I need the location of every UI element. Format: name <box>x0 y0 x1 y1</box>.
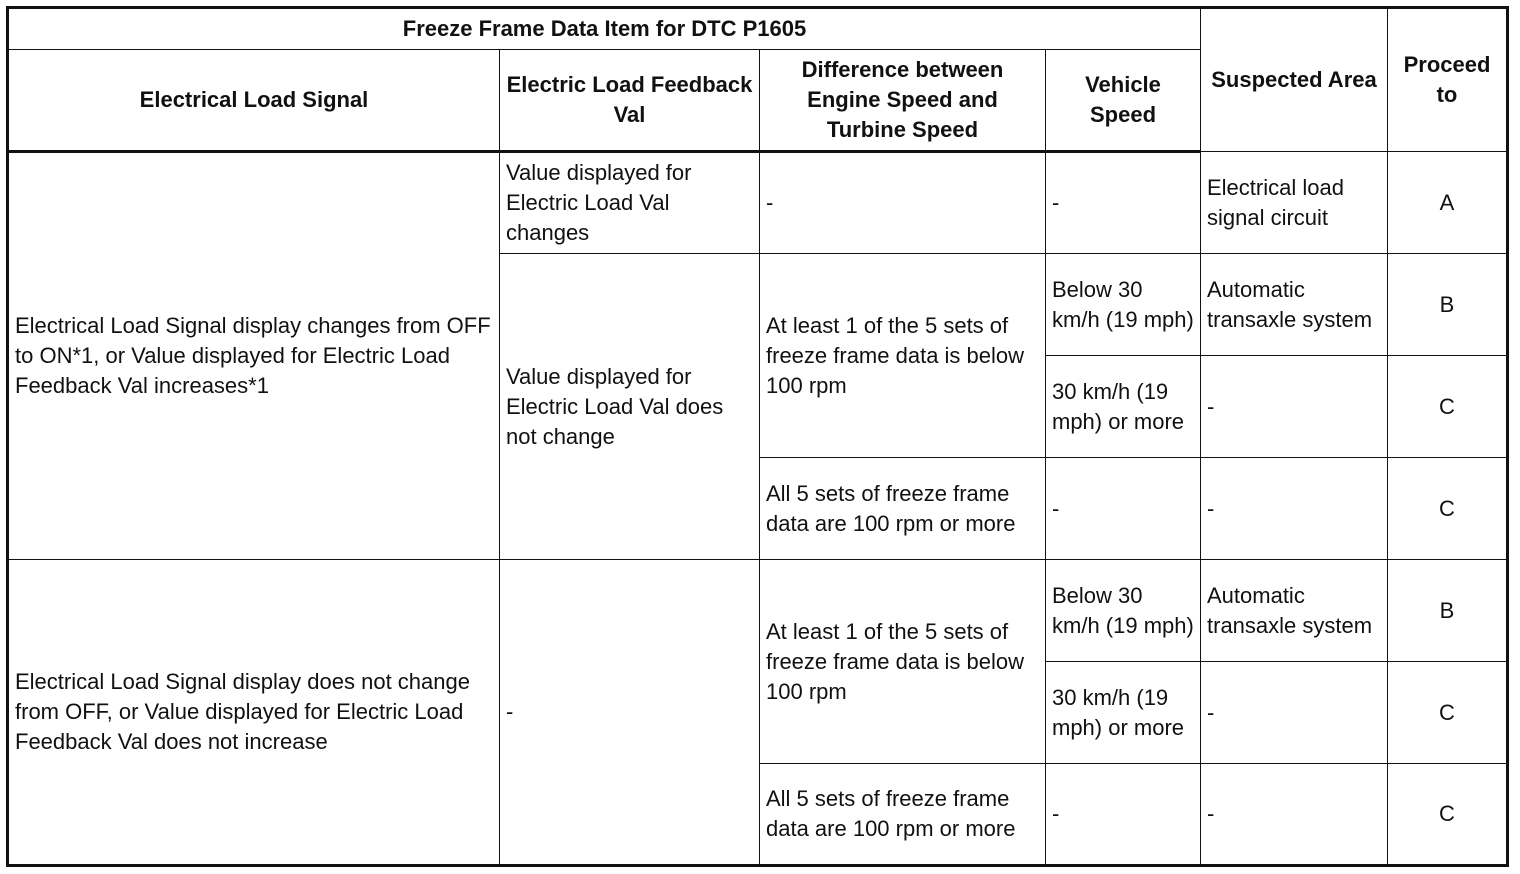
proceed-cell: C <box>1388 662 1508 764</box>
difference-cell: All 5 sets of freeze frame data are 100 rpm or more <box>760 458 1046 560</box>
feedback-cell: Value displayed for Electric Load Val does not change <box>500 254 760 560</box>
proceed-cell: C <box>1388 458 1508 560</box>
proceed-cell: B <box>1388 254 1508 356</box>
difference-cell: All 5 sets of freeze frame data are 100 rpm or more <box>760 764 1046 866</box>
electric-load-feedback-header: Electric Load Feedback Val <box>500 50 760 152</box>
signal-cell: Electrical Load Signal display changes from OFF to ON*1, or Value displayed for Electric Load Feedback Val increases*1 <box>8 152 500 560</box>
vehicle-speed-header: Vehicle Speed <box>1046 50 1201 152</box>
suspected-area-cell: Electrical load signal circuit <box>1201 152 1388 254</box>
freeze-frame-table <box>6 6 1509 867</box>
suspected-area-cell: - <box>1201 356 1388 458</box>
suspected-area-cell: - <box>1201 458 1388 560</box>
difference-cell: At least 1 of the 5 sets of freeze frame data is below 100 rpm <box>760 254 1046 458</box>
suspected-area-cell: - <box>1201 764 1388 866</box>
header-row-1 <box>8 8 1508 50</box>
proceed-cell: C <box>1388 356 1508 458</box>
difference-cell: - <box>760 152 1046 254</box>
suspected-area-header: Suspected Area <box>1201 8 1388 152</box>
suspected-area-cell: Automatic transaxle system <box>1201 560 1388 662</box>
speed-difference-header: Difference between Engine Speed and Turbine Speed <box>760 50 1046 152</box>
proceed-to-header: Proceed to <box>1388 8 1508 152</box>
proceed-cell: C <box>1388 764 1508 866</box>
proceed-cell: B <box>1388 560 1508 662</box>
proceed-cell: A <box>1388 152 1508 254</box>
feedback-cell: - <box>500 560 760 866</box>
vehicle-speed-cell: - <box>1046 764 1201 866</box>
vehicle-speed-cell: - <box>1046 458 1201 560</box>
suspected-area-cell: Automatic transaxle system <box>1201 254 1388 356</box>
vehicle-speed-cell: Below 30 km/h (19 mph) <box>1046 254 1201 356</box>
vehicle-speed-cell: - <box>1046 152 1201 254</box>
vehicle-speed-cell: 30 km/h (19 mph) or more <box>1046 356 1201 458</box>
feedback-cell: Value displayed for Electric Load Val changes <box>500 152 760 254</box>
table-row <box>8 152 1508 254</box>
freeze-frame-group-header: Freeze Frame Data Item for DTC P1605 <box>8 8 1201 50</box>
electrical-load-signal-header: Electrical Load Signal <box>8 50 500 152</box>
vehicle-speed-cell: Below 30 km/h (19 mph) <box>1046 560 1201 662</box>
vehicle-speed-cell: 30 km/h (19 mph) or more <box>1046 662 1201 764</box>
suspected-area-cell: - <box>1201 662 1388 764</box>
difference-cell: At least 1 of the 5 sets of freeze frame data is below 100 rpm <box>760 560 1046 764</box>
table-row <box>8 560 1508 662</box>
signal-cell: Electrical Load Signal display does not change from OFF, or Value displayed for Electric Load Feedback Val does not increase <box>8 560 500 866</box>
